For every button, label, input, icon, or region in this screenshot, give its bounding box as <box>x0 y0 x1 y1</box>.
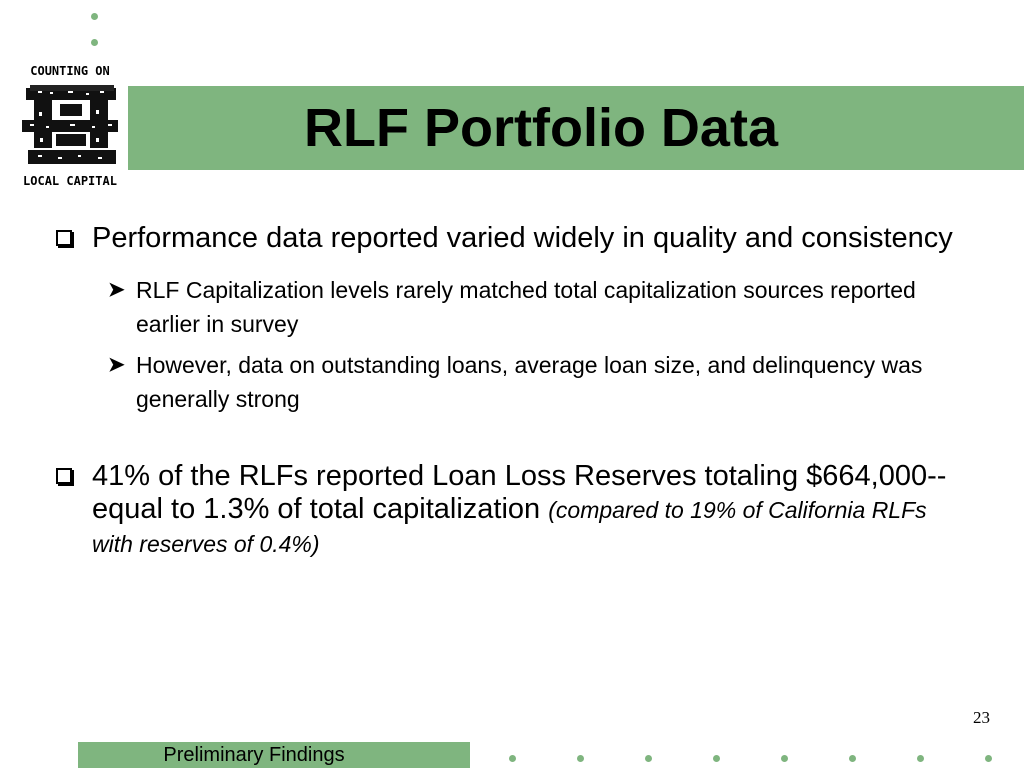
hollow-square-bullet-icon <box>56 468 72 484</box>
counting-on-local-capital-logo <box>20 62 120 190</box>
sub-bullet-text: RLF Capitalization levels rarely matched total capitalization sources reported earlier in survey <box>136 277 916 337</box>
decorative-dot <box>917 755 924 762</box>
logo-top-text: COUNTING ON <box>30 64 110 78</box>
decorative-dot <box>91 13 98 20</box>
decorative-dot <box>577 755 584 762</box>
stacked-coins-icon <box>20 82 120 170</box>
chevron-right-icon: ➤ <box>108 279 125 301</box>
decorative-dot <box>849 755 856 762</box>
slide-title: RLF Portfolio Data <box>304 98 778 158</box>
hollow-square-bullet-icon <box>56 230 72 246</box>
decorative-dot <box>985 755 992 762</box>
chevron-right-icon: ➤ <box>108 354 125 376</box>
decorative-dot <box>645 755 652 762</box>
decorative-dot <box>91 39 98 46</box>
sub-bullet-text: However, data on outstanding loans, average loan size, and delinquency was generally strong <box>136 352 923 412</box>
bullet-text: 41% of the RLFs reported Loan Loss Reserves totaling $664,000--equal to 1.3% of total capitalization <box>92 460 947 525</box>
bullet-text: Performance data reported varied widely in quality and consistency <box>92 222 953 254</box>
footer-label: Preliminary Findings <box>163 744 345 766</box>
slide-content <box>56 222 956 561</box>
logo-bottom-text: LOCAL CAPITAL <box>23 174 117 188</box>
sub-bullet-item <box>56 273 956 341</box>
sub-bullet-item <box>56 348 956 416</box>
bullet-item <box>56 222 956 255</box>
bullet-note: (compared to 19% of California RLFs with reserves of 0.4%) <box>92 497 927 557</box>
decorative-dot <box>509 755 516 762</box>
page-number: 23 <box>973 708 990 727</box>
bullet-item <box>56 460 956 561</box>
decorative-dot <box>713 755 720 762</box>
decorative-dot <box>781 755 788 762</box>
